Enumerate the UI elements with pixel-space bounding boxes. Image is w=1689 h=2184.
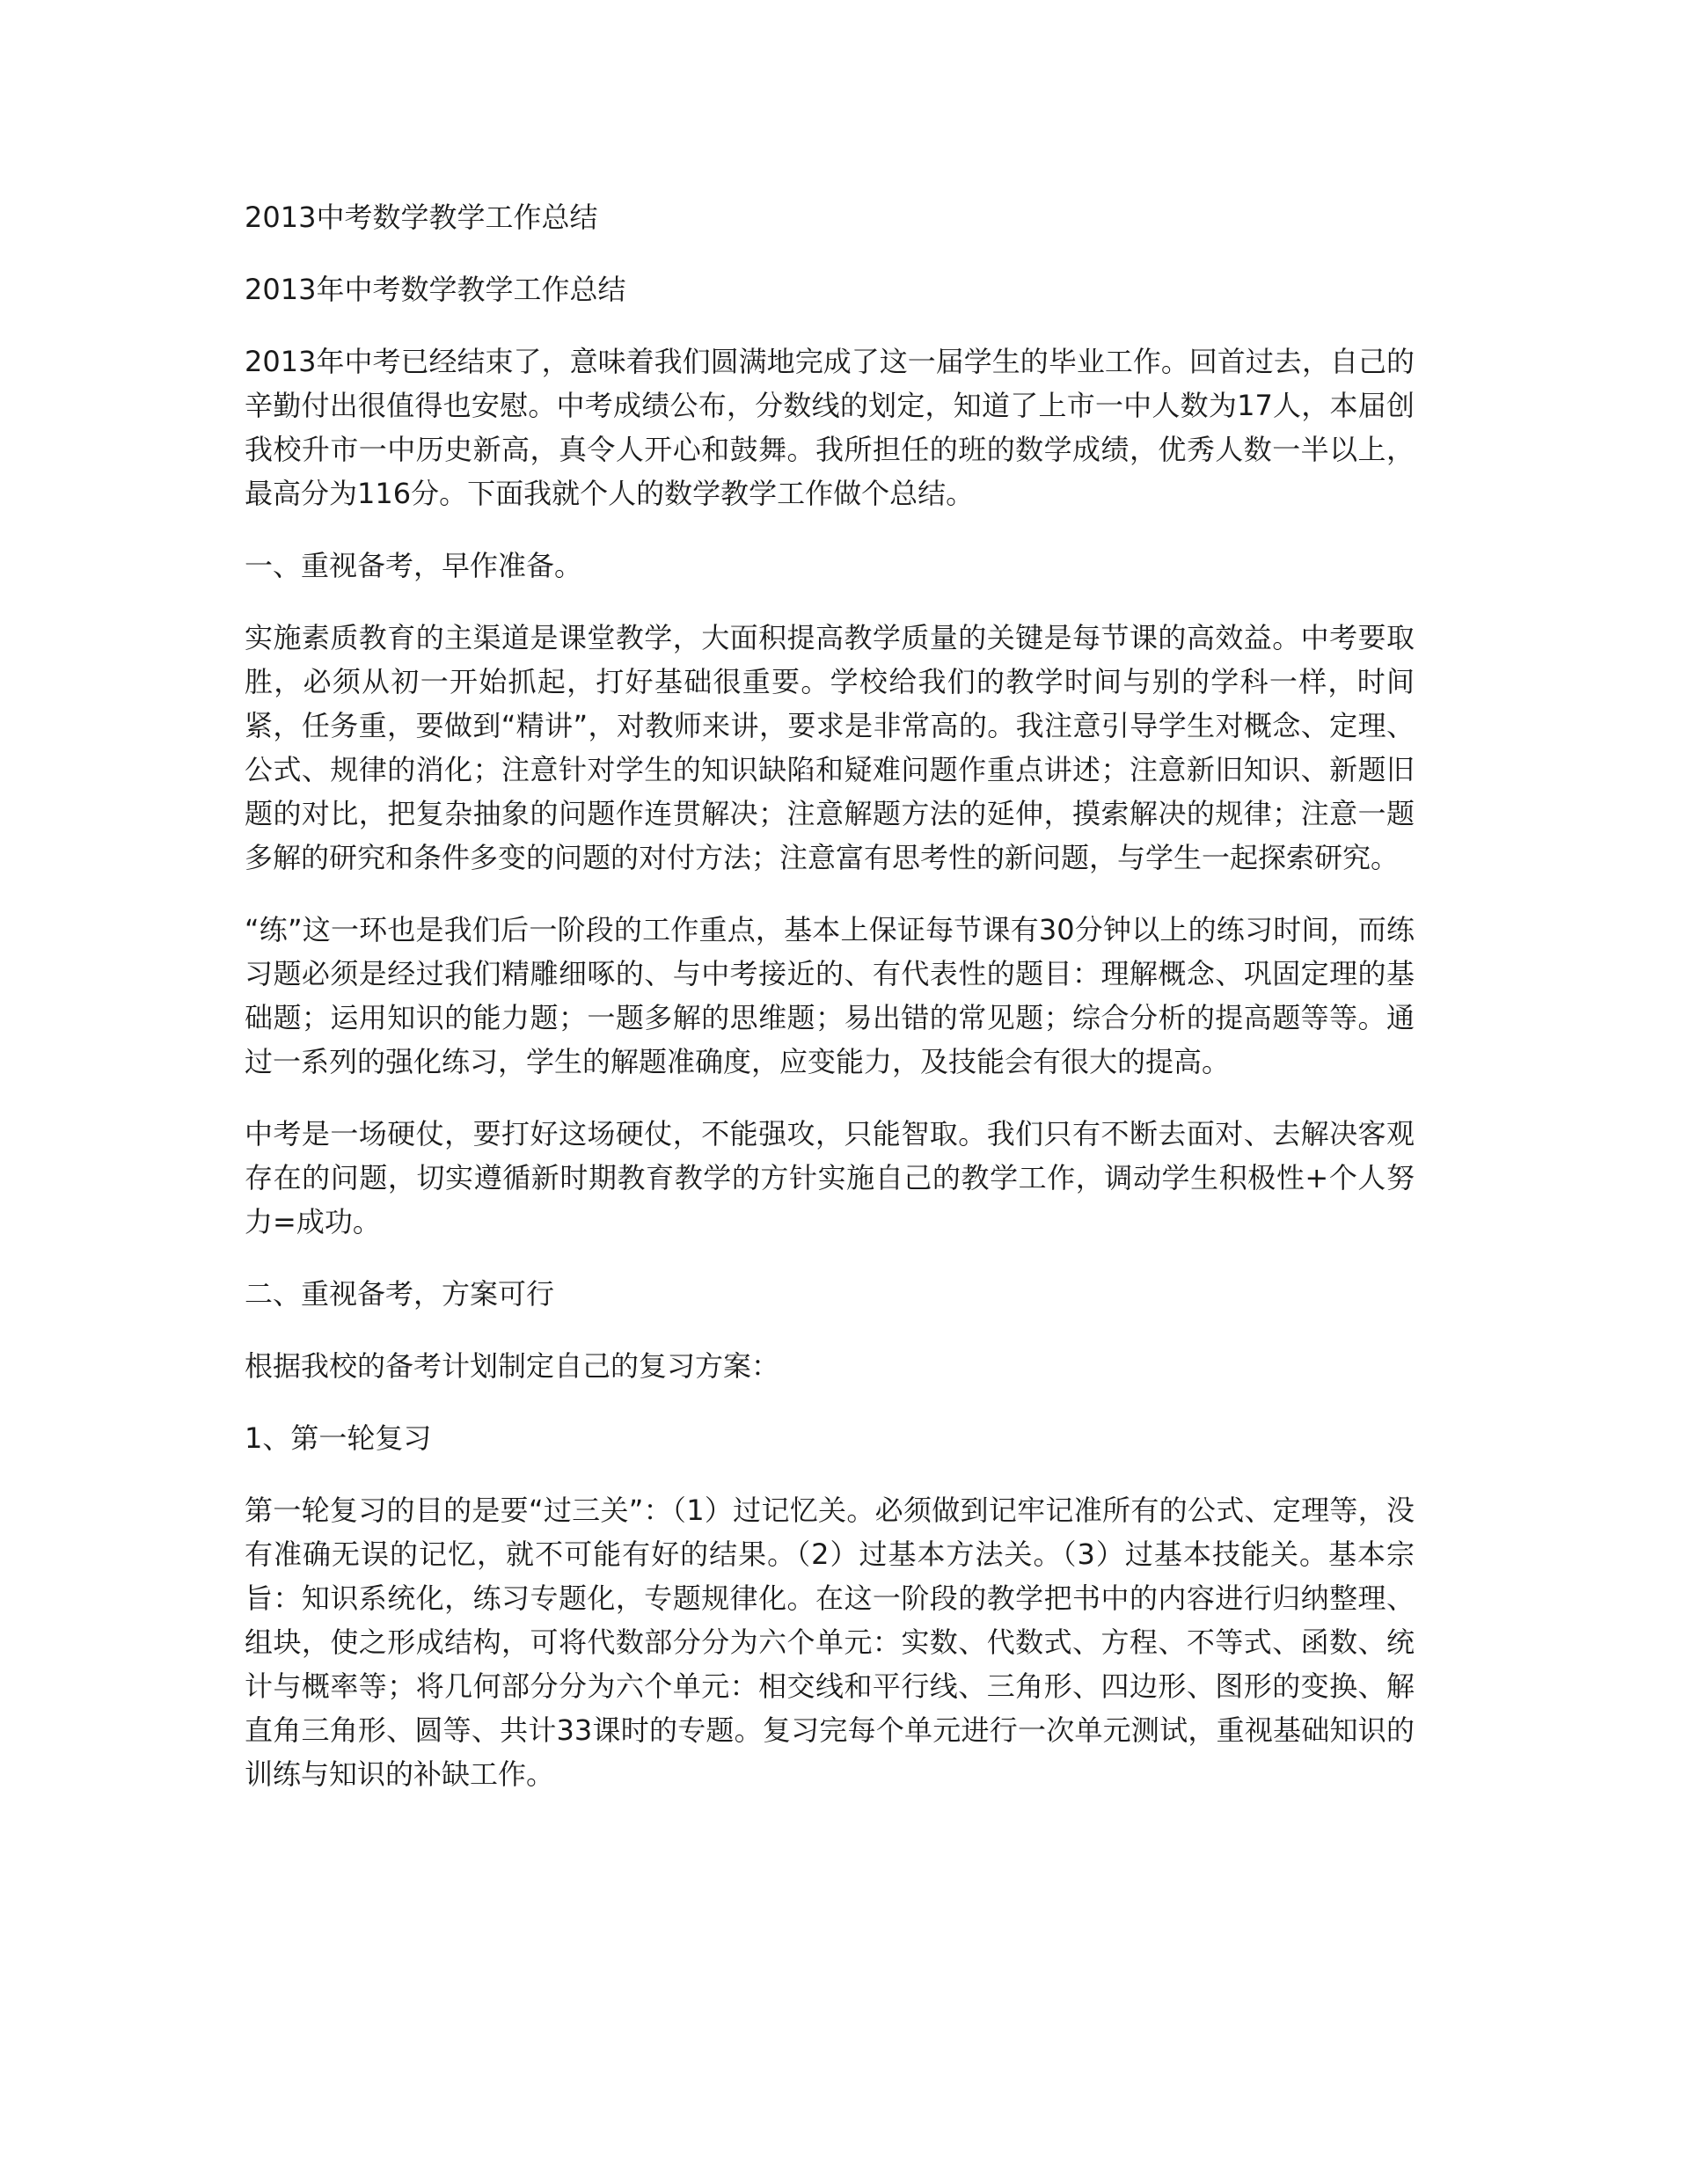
section-1-paragraph-3: 中考是一场硬仗，要打好这场硬仗，不能强攻，只能智取。我们只有不断去面对、去解决客观存在的问题，切实遵循新时期教育教学的方针实施自己的教学工作，调动学生积极性+个人努力=成功。 bbox=[245, 1117, 1415, 1238]
document-body bbox=[245, 195, 1415, 1824]
section-1-paragraph-1: 实施素质教育的主渠道是课堂教学，大面积提高教学质量的关键是每节课的高效益。中考要取胜，必须从初一开始抓起，打好基础很重要。学校给我们的教学时间与别的学科一样，时间紧，任务重，要做到“精讲”，对教师来讲，要求是非常高的。我注意引导学生对概念、定理、公式、规律的消化；注意针对学生的知识缺陷和疑难问题作重点讲述；注意新旧知识、新题旧题的对比，把复杂抽象的问题作连贯解决；注意解题方法的延伸，摸索解决的规律；注意一题多解的研究和条件多变的问题的对付方法；注意富有思考性的新问题，与学生一起探索研究。 bbox=[245, 621, 1415, 874]
intro-paragraph: 2013年中考已经结束了，意味着我们圆满地完成了这一届学生的毕业工作。回首过去，自己的辛勤付出很值得也安慰。中考成绩公布，分数线的划定，知道了上市一中人数为17人，本届创我校升市一中历史新高，真令人开心和鼓舞。我所担任的班的数学成绩，优秀人数一半以上，最高分为116分。下面我就个人的数学教学工作做个总结。 bbox=[245, 345, 1415, 510]
section-2-heading: 二、重视备考，方案可行 bbox=[245, 1277, 555, 1311]
document-title: 2013中考数学教学工作总结 bbox=[245, 201, 598, 234]
section-1-heading: 一、重视备考，早作准备。 bbox=[245, 549, 583, 582]
subsection-1-paragraph-1: 第一轮复习的目的是要“过三关”：（1）过记忆关。必须做到记牢记准所有的公式、定理等，没有准确无误的记忆，就不可能有好的结果。（2）过基本方法关。（3）过基本技能关。基本宗旨：知识系统化，练习专题化，专题规律化。在这一阶段的教学把书中的内容进行归纳整理、组块，使之形成结构，可将代数部分分为六个单元：实数、代数式、方程、不等式、函数、统计与概率等；将几何部分分为六个单元：相交线和平行线、三角形、四边形、图形的变换、解直角三角形、圆等、共计33课时的专题。复习完每个单元进行一次单元测试，重视基础知识的训练与知识的补缺工作。 bbox=[245, 1494, 1415, 1791]
subsection-1-heading: 1、第一轮复习 bbox=[245, 1421, 432, 1455]
section-1-paragraph-2: “练”这一环也是我们后一阶段的工作重点，基本上保证每节课有30分钟以上的练习时间，而练习题必须是经过我们精雕细啄的、与中考接近的、有代表性的题目：理解概念、巩固定理的基础题；运用知识的能力题；一题多解的思维题；易出错的常见题；综合分析的提高题等等。通过一系列的强化练习，学生的解题准确度，应变能力，及技能会有很大的提高。 bbox=[245, 913, 1415, 1078]
section-2-paragraph-1: 根据我校的备考计划制定自己的复习方案： bbox=[245, 1349, 780, 1383]
document-subtitle: 2013年中考数学教学工作总结 bbox=[245, 273, 626, 306]
